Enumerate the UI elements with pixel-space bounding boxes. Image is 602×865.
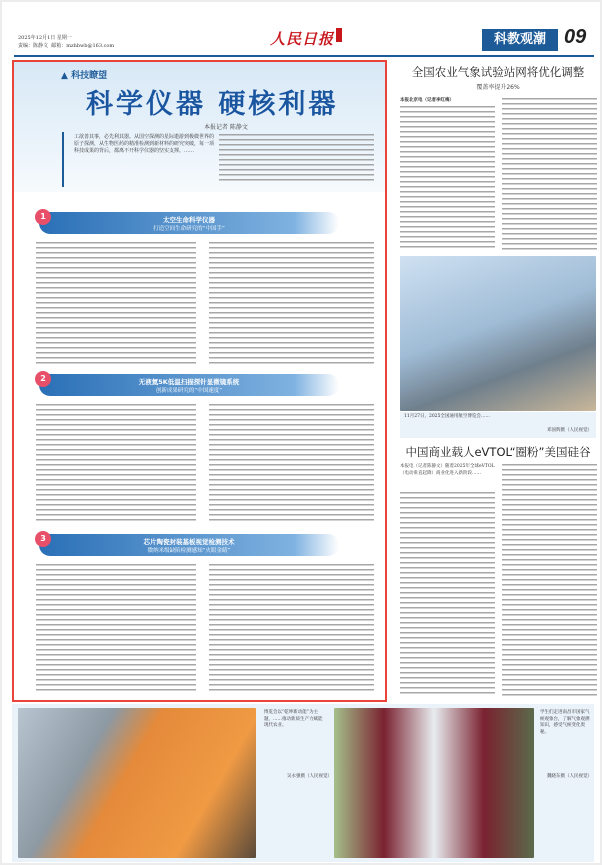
body-col: [209, 564, 374, 694]
subhead-subtitle: 打造空间生命研究的“中国手”: [153, 226, 225, 232]
caption1: 博览会以“乾坤新动能”为主题，……推动新质生产力赋能现代农业。: [264, 710, 323, 728]
article2-body: [502, 464, 597, 697]
seal-icon: [336, 28, 342, 42]
subhead-number: 2: [35, 371, 51, 387]
subhead-3: [39, 534, 339, 556]
column-tag: ▲ 科技瞭望: [61, 71, 108, 81]
subhead-2: [39, 374, 339, 396]
logo-text: 人民日报: [270, 30, 335, 48]
logo: [270, 28, 342, 49]
body-col: [36, 242, 196, 367]
column-tag-text: 科技瞭望: [71, 71, 108, 81]
article2-lead: 本报电（记者陈静文）随着2025年全球eVTOL（电动垂直起降）商业化进入新阶段……: [400, 464, 495, 476]
credit1: 吴永强摄（人民视觉）: [287, 774, 332, 779]
feature-title: 科学仪器 硬核利器: [86, 89, 339, 120]
byline: 本报记者 陈静文: [204, 124, 248, 131]
feature-box: [12, 60, 387, 702]
photo-strip: [12, 704, 594, 862]
page-number: 09: [564, 26, 587, 48]
article2-body: [400, 492, 495, 697]
article1-lead: 本报北京电（记者李红梅）: [400, 98, 454, 103]
subhead-number: 3: [35, 531, 51, 547]
caption2: 学生们走进南昌市国家气候观象台，了解气象观测知识，感受气候变化奥秘。: [540, 710, 590, 735]
article1-body: [502, 98, 597, 251]
intro-text: 工欲善其事，必先利其器。从国空探测的星际遨游到极微世界的原子探测，从生物医药的精准检测到新材料的研究突破，每一项科技成果的背后，都离不开科学仪器的坚实支撑。……: [74, 134, 215, 154]
photo-students: [334, 708, 534, 858]
photo-aircraft: [400, 256, 596, 411]
photo-caption-box: [400, 412, 596, 438]
masthead-info: [18, 34, 114, 50]
photo-tractor: [18, 708, 256, 858]
date: 2025年12月1日 星期一: [18, 35, 72, 41]
body-col: [36, 564, 196, 694]
body-col: [209, 404, 374, 524]
subhead-number: 1: [35, 209, 51, 225]
photo-credit: 邓国辉摄（人民视觉）: [547, 428, 592, 433]
subhead-subtitle: 创新成果研究的“中国速度”: [155, 388, 223, 394]
photo-caption: 11月27日，2025全国通用航空博览会……: [404, 414, 490, 419]
subhead-1: [39, 212, 339, 234]
subhead-subtitle: 微纳米级缺陷检测感知“火眼金睛”: [147, 548, 231, 554]
subhead-title: 芯片陶瓷封装基板视觉检测技术: [143, 538, 235, 546]
subhead-title: 太空生命科学仪器: [163, 216, 215, 224]
intro-text-cont: [219, 134, 374, 184]
email: 邮箱：mzhbwb@163.com: [51, 43, 115, 49]
article1-body: [400, 106, 495, 251]
body-col: [36, 404, 196, 524]
article2-title: 中国商业载人eVTOL“圈粉”美国硅谷: [405, 445, 591, 459]
editor: 责编：陈静文: [18, 43, 49, 49]
article1-subtitle: 覆盖率提升26%: [476, 84, 520, 91]
article1-title: 全国农业气象试验站网将优化调整: [411, 65, 585, 79]
body-col: [209, 242, 374, 367]
subhead-title: 无液氦5K低温扫描探针显微镜系统: [138, 378, 240, 386]
credit2: 魏晓东摄（人民视觉）: [547, 774, 592, 779]
newspaper-page: [2, 2, 600, 863]
header-rule: [14, 55, 594, 57]
intro-bar: [62, 132, 64, 187]
section-name: 科教观潮: [482, 29, 558, 51]
